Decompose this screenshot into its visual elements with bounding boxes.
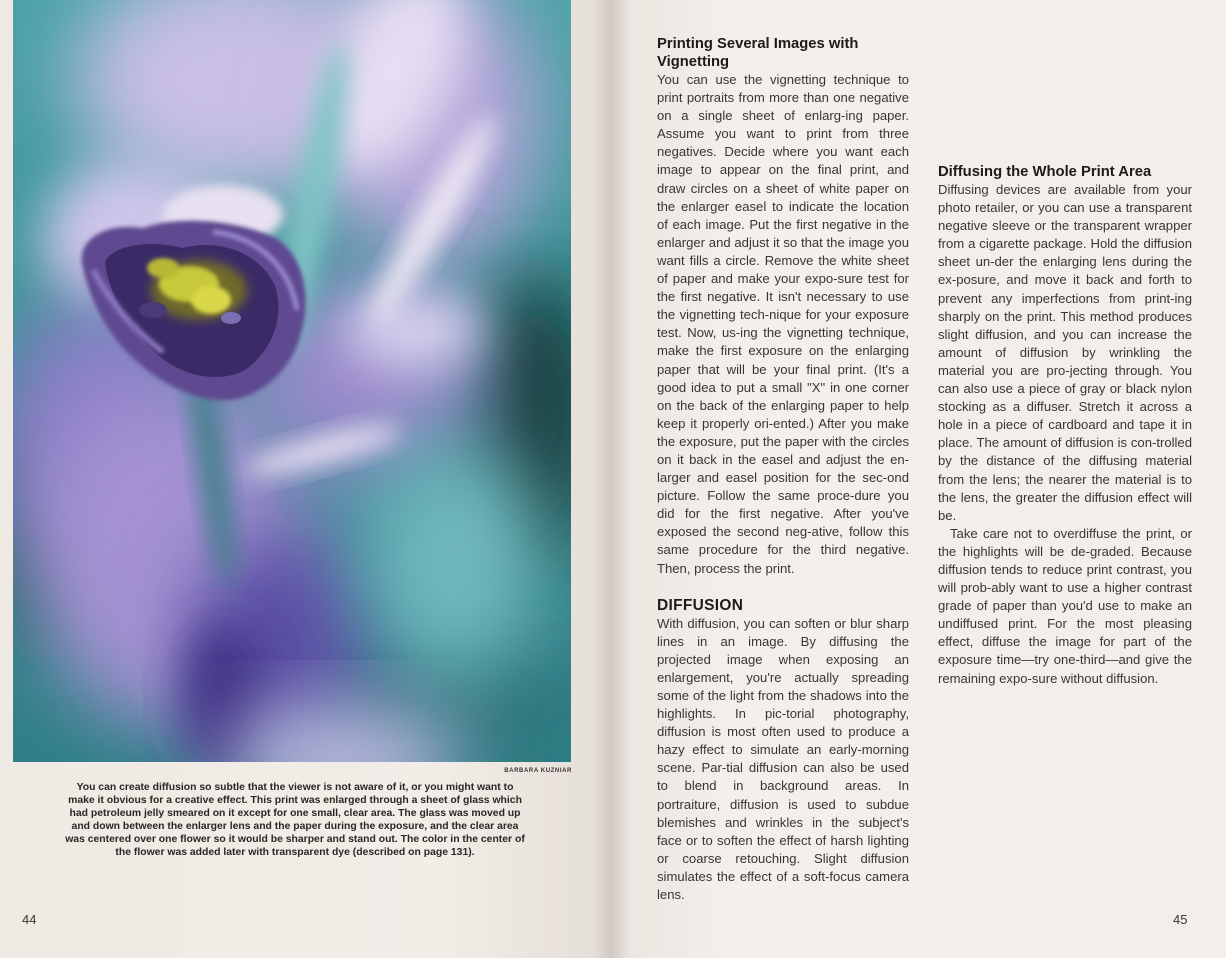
section-heading-diffusion: DIFFUSION xyxy=(657,596,744,614)
flower-photograph xyxy=(13,0,571,762)
text-column-1 xyxy=(657,35,909,904)
diffusion-body: With diffusion, you can soften or blur sharp lines in an image. By diffusing the projected image when exposing an enlargement, you're actually spreading some of the light from the shadows into the highlights. In pic-torial photography, diffusion is most often used to produce a hazy effect to simulate an early-morning scene. Par-tial diffusion can also be used to blend in background areas. In portraiture, diffusion is used to subdue blemishes and wrinkles in the subject's face or to soften the effect of harsh lighting or coarse retouching. Slight diffusion simulates the effect of a soft-focus camera lens. xyxy=(657,615,909,903)
photo-caption: You can create diffusion so subtle that the viewer is not aware of it, or you might want to make it obvious for a creative effect. This print was enlarged through a sheet of glass which had petroleum jelly smeared on it except for one small, clear area. The glass was moved up and down between the enlarger lens and the paper during the exposure, and the clear area was centered over one flower so it would be sharper and stand out. The color in the center of the flower was added later with transparent dye (described on page 131). xyxy=(65,782,525,858)
text-column-2 xyxy=(938,35,1192,688)
page-number-left: 44 xyxy=(22,912,37,927)
diffusing-body: Diffusing devices are available from your photo retailer, or you can use a transparent negative sleeve or the transparent wrapper from a cigarette package. Hold the diffusion sheet un-der the enlarging lens during the ex-posure, and move it back and forth to prevent any imperfections from print-ing sharply on the print. This method produces slight diffusion, and you can increase the amount of diffusion by wrinkling the material you are pro-jecting through. You can also use a piece of gray or black nylon stocking as a diffuser. Stretch it across a hole in a piece of cardboard and tape it in place. The amount of diffusion is con-trolled by the distance of the diffusing material from the lens; the nearer the material is to the lens, the greater the diffusion effect will be. xyxy=(938,182,1192,523)
vignetting-body: You can use the vignetting technique to print portraits from more than one negative on a single sheet of enlarg-ing paper. Assume you want to print from three negatives. Decide where you want each image to appear on the final print, and draw circles on a sheet of white paper on the enlarger easel to indicate the location of each image. Put the first negative in the enlarger and adjust it so that the image you want fills a circle. Remove the white sheet of paper and make your expo-sure test for the first negative. It isn't necessary to use the vignetting tech-nique for your exposure test. Now, us-ing the vignetting technique, make the first exposure on the enlarging paper that will be your final print. (It's a good idea to put a small "X" in one corner on the back of the enlarging paper to help keep it properly ori-ented.) After you make the exposure, put the paper with the circles on it back in the easel and adjust the en-larger and easel position for the sec-ond picture. Follow the same proce-dure you did for the first negative. After you've exposed the second neg-ative, follow this same procedure for the third negative. Then, process the print. xyxy=(657,72,909,576)
page-number-right: 45 xyxy=(1173,912,1188,927)
photo-credit: BARBARA KUZNIAR xyxy=(504,768,572,774)
diffusing-body-2: Take care not to overdiffuse the print, or the highlights will be de-graded. Because diffusion tends to reduce print contrast, you will prob-ably want to use a higher contrast grade of paper than you'd use to make an undiffused print. For the most pleasing effect, diffuse the image for part of the exposure time—try one-third—and give the remaining expo-sure without diffusion. xyxy=(938,525,1192,686)
section-heading-diffusing-whole-print: Diffusing the Whole Print Area xyxy=(938,164,1152,180)
section-heading-vignetting: Printing Several Images with Vignetting xyxy=(657,36,859,70)
left-page xyxy=(0,0,612,958)
